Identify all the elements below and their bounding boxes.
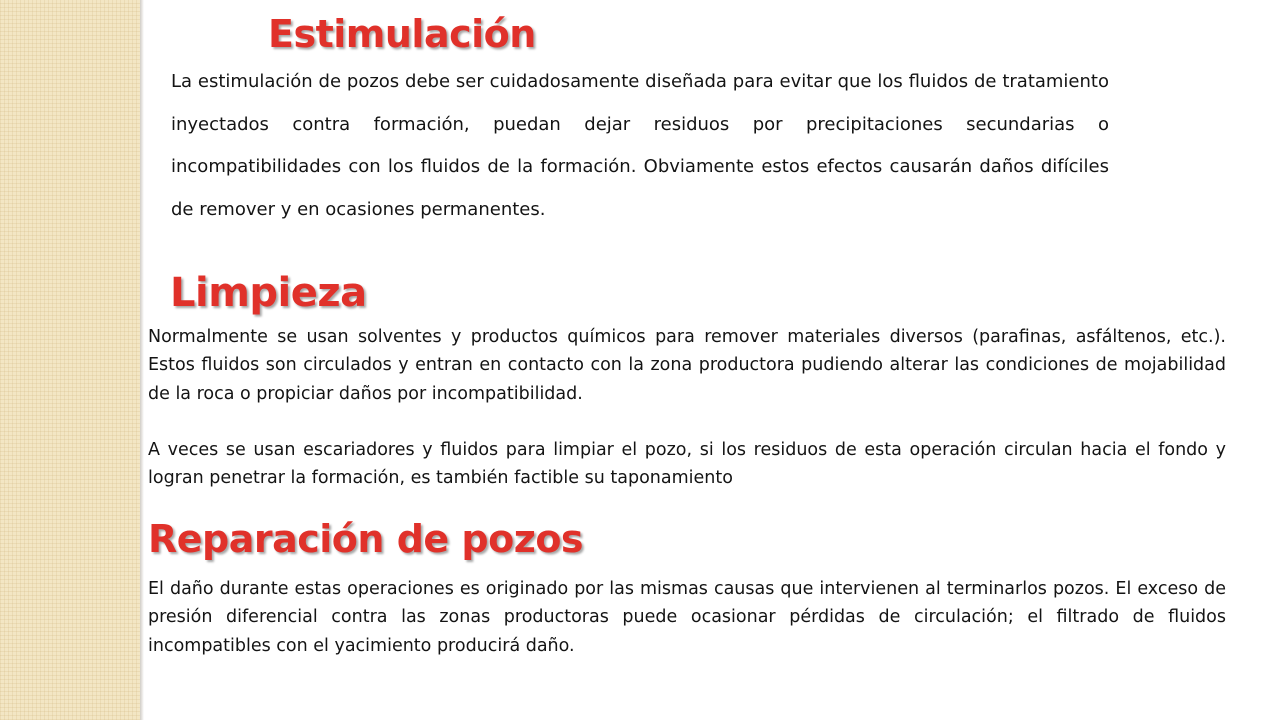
paragraph-limpieza-1: Normalmente se usan solventes y productos químicos para remover materiales diversos (parafinas, asfáltenos, etc.). Estos fluidos son circulados y entran en contacto con la zona productora pudiendo alterar las condiciones de mojabilidad de la roca o propiciar daños por incompatibilidad. (148, 327, 1226, 404)
heading-reparacion: Reparación de pozos (148, 517, 584, 561)
side-band-shadow (140, 0, 144, 720)
heading-limpieza: Limpieza (170, 270, 367, 316)
heading-estimulacion: Estimulación (268, 12, 536, 56)
paragraph-limpieza-2: A veces se usan escariadores y fluidos para limpiar el pozo, si los residuos de esta operación circulan hacia el fondo y logran penetrar la formación, es también factible su taponamiento (148, 440, 1226, 489)
paragraph-estimulacion: La estimulación de pozos debe ser cuidadosamente diseñada para evitar que los fluidos de tratamiento inyectados contra formación, puedan dejar residuos por precipitaciones secundarias o incompatibilidades con los fluidos de la formación. Obviamente estos efectos causarán daños difíciles de remover y en ocasiones permanentes. (171, 71, 1109, 220)
paragraph-reparacion: El daño durante estas operaciones es originado por las mismas causas que intervienen al terminarlos pozos. El exceso de presión diferencial contra las zonas productoras puede ocasionar pérdidas de circulación; el filtrado de fluidos incompatibles con el yacimiento producirá daño. (148, 579, 1226, 656)
decorative-side-band (0, 0, 140, 720)
